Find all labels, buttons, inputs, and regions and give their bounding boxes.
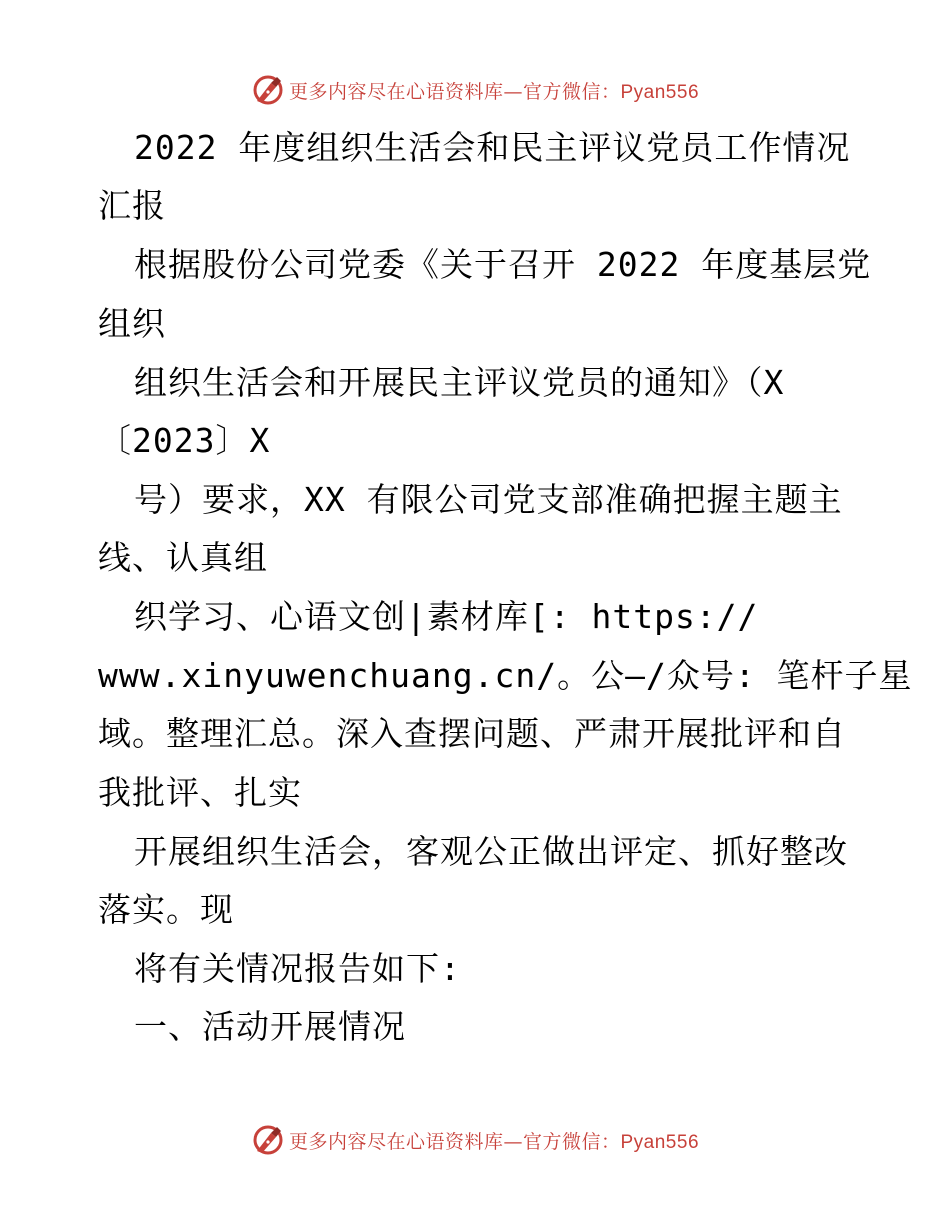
doc-line: 开展组织生活会，客观公正做出评定、抓好整改: [134, 832, 848, 871]
doc-line: 汇报: [98, 186, 166, 225]
banner-separator: —: [503, 1130, 523, 1153]
doc-line: 组织: [98, 304, 166, 343]
banner-site-name: 更多内容尽在心语资料库: [288, 80, 504, 103]
footer-banner: [0, 1120, 950, 1160]
doc-line: 落实。现: [98, 890, 234, 929]
doc-line: 域。整理汇总。深入查摆问题、严肃开展批评和自: [98, 714, 846, 753]
banner-official-label: 官方微信：: [522, 1130, 621, 1153]
doc-line: www.xinyuwenchuang.cn/。公—/众号: 笔杆子星: [98, 656, 913, 695]
doc-line: 我批评、扎实: [98, 773, 302, 812]
doc-line: 一、活动开展情况: [134, 1007, 406, 1046]
doc-line: 组织生活会和开展民主评议党员的通知》（X: [134, 363, 785, 402]
doc-line: 〔2023〕X: [98, 421, 271, 460]
doc-line: 2022 年度组织生活会和民主评议党员工作情况: [134, 128, 851, 167]
banner-site-name: 更多内容尽在心语资料库: [288, 1130, 504, 1153]
banner-official-label: 官方微信：: [522, 80, 621, 103]
doc-line: 线、认真组: [98, 538, 268, 577]
banner-wechat-id: Pyan556: [620, 1131, 700, 1153]
doc-line: 织学习、心语文创|素材库[: https://: [134, 597, 759, 636]
doc-line: 号）要求，XX 有限公司党支部准确把握主题主: [134, 480, 843, 519]
doc-line: 将有关情况报告如下:: [134, 949, 461, 988]
banner-text: [289, 1127, 699, 1154]
doc-line: 根据股份公司党委《关于召开 2022 年度基层党: [134, 245, 872, 284]
banner-wechat-id: Pyan556: [620, 81, 700, 103]
banner-separator: —: [503, 80, 523, 103]
pen-nib-logo-icon: [251, 1123, 285, 1157]
